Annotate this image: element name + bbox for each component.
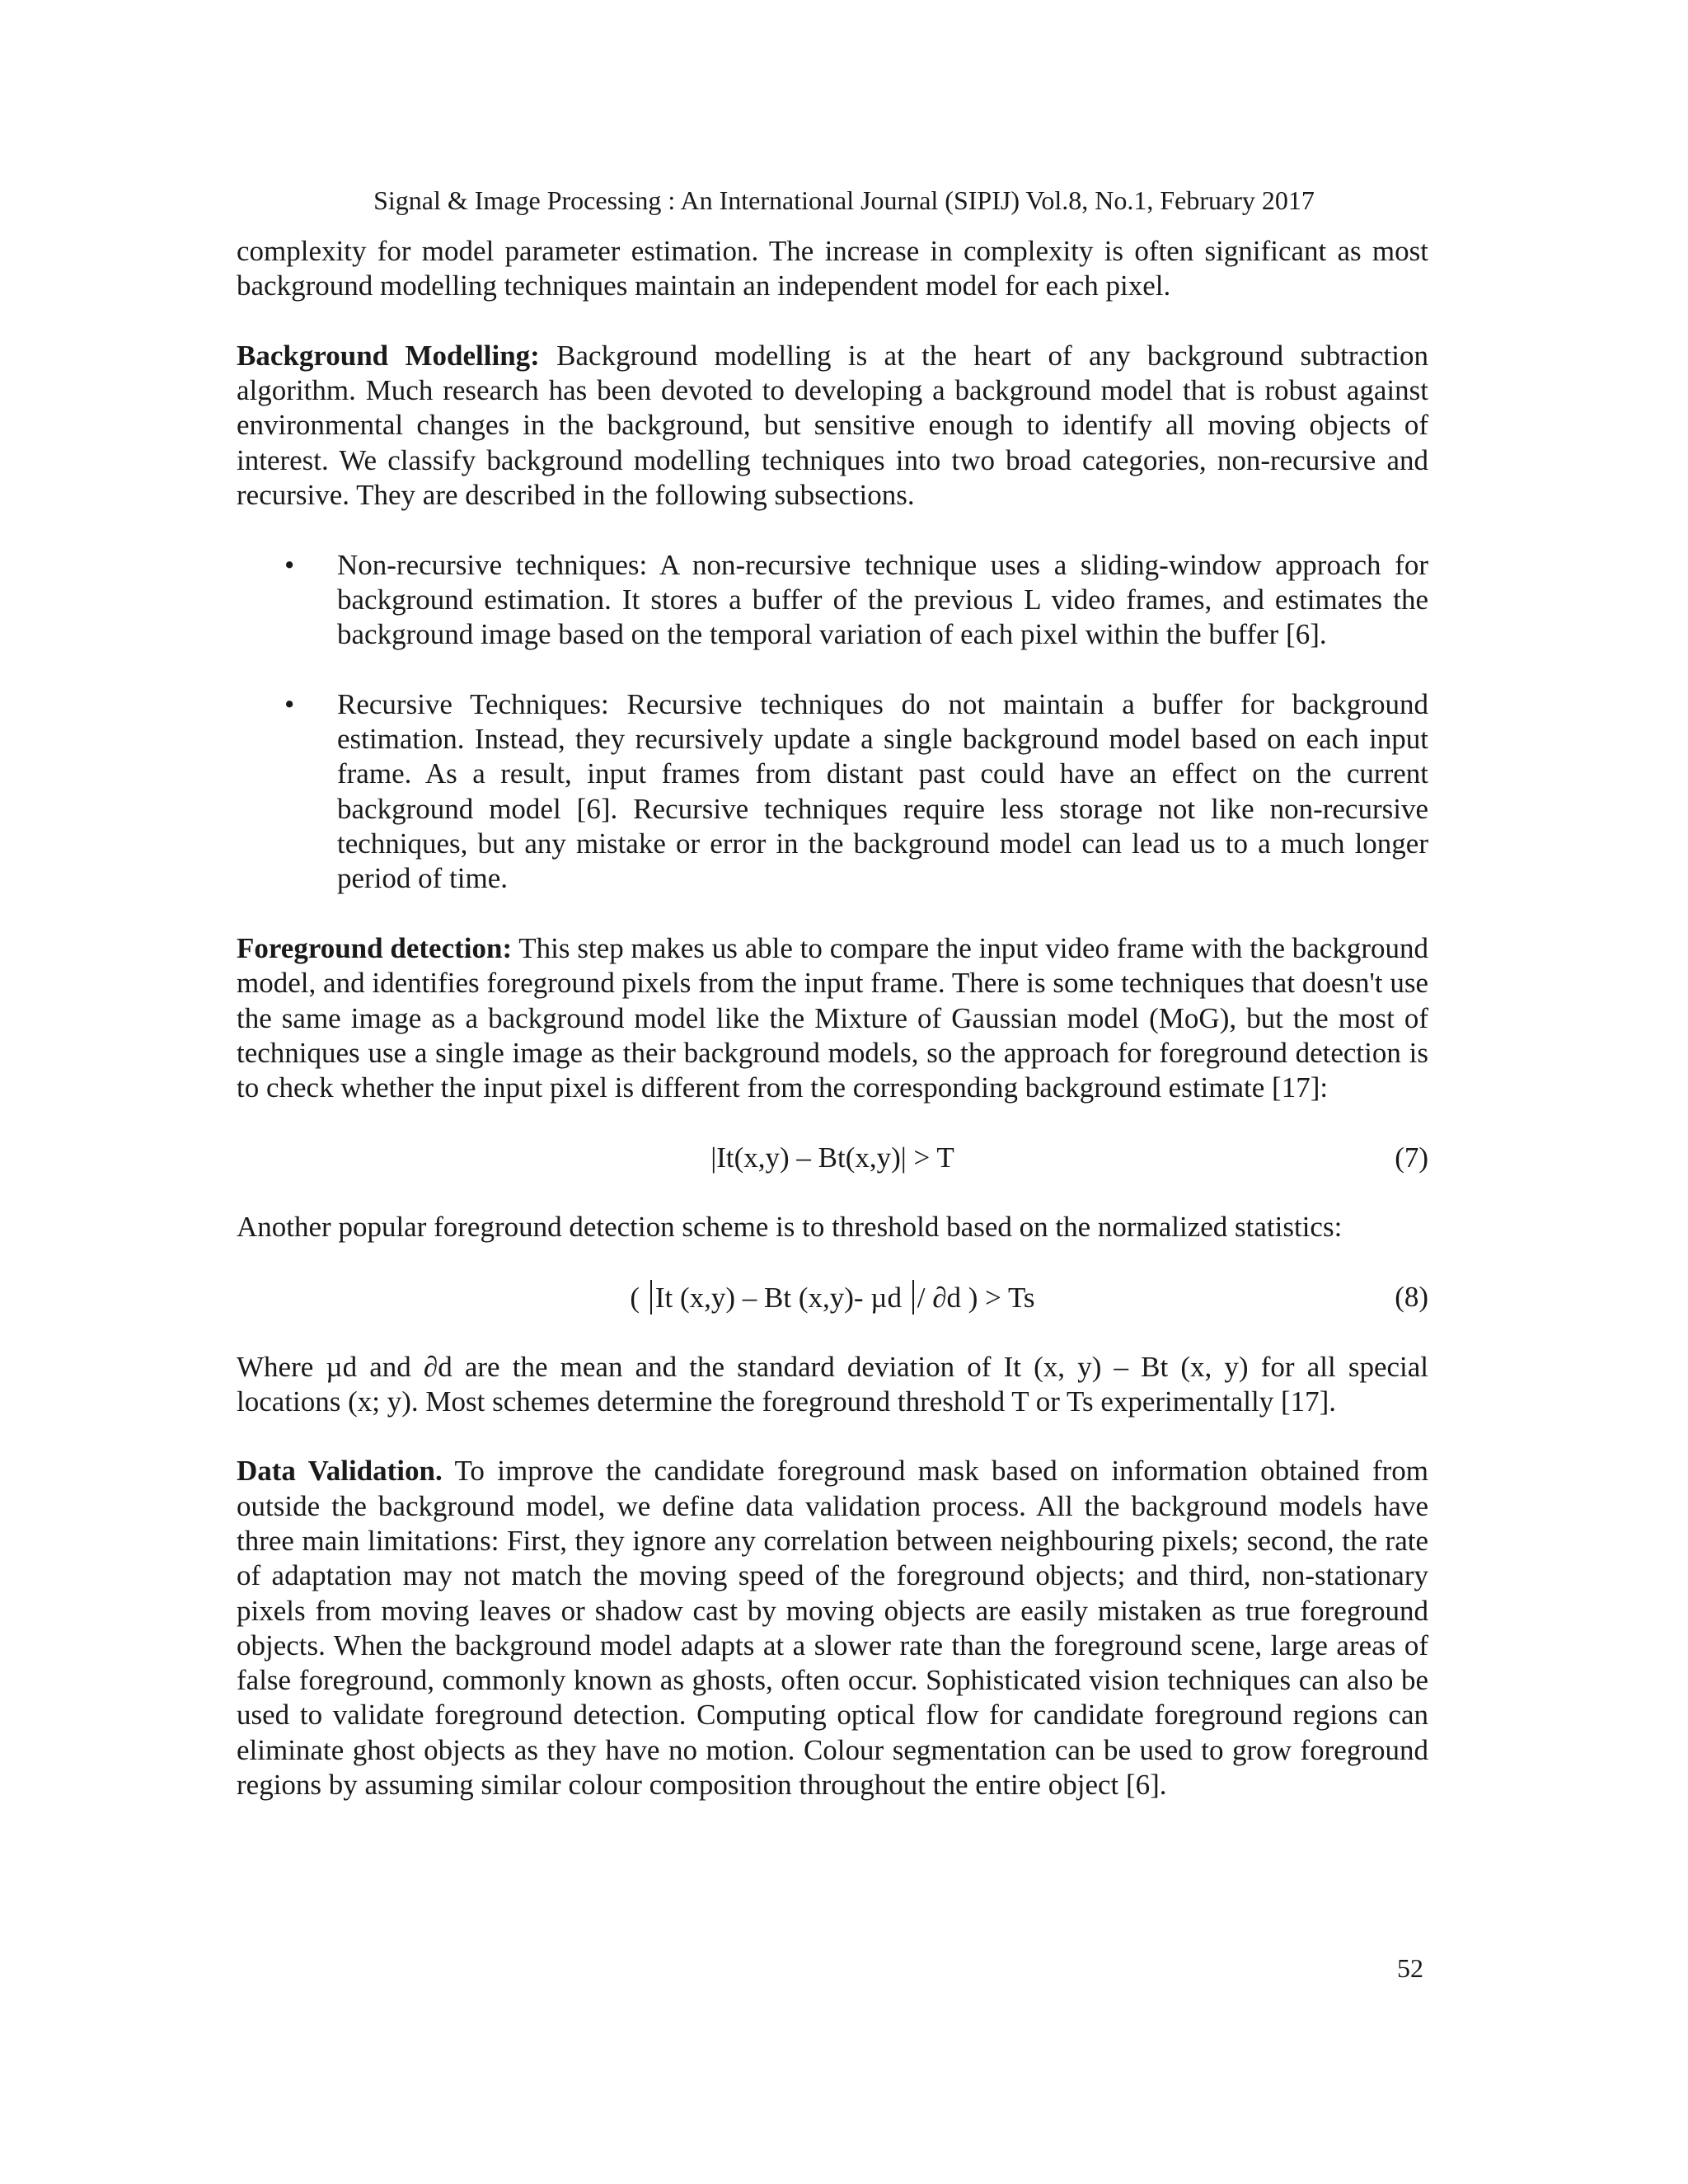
equation-7-expression: |It(x,y) – Bt(x,y)| > T — [710, 1141, 954, 1174]
foreground-detection-text: This step makes us able to compare the input video frame with the background model, and identifies foreground pixels from the input frame. There is some techniques that doesn't use the same image as a background model like the Mixture of Gaussian model (MoG), but the most of techniques use a single image as their background models, so the approach for foreground detection is to check whether the input pixel is different from the corresponding background estimate [17]: — [237, 931, 1428, 1104]
technique-bullet-list — [237, 548, 1428, 897]
equation-8-expression — [237, 1280, 1428, 1315]
where-paragraph: Where µd and ∂d are the mean and the standard deviation of It (x, y) – Bt (x, y) for all special locations (x; y). Most schemes determine the foreground threshold T or Ts experimentally [17]. — [237, 1350, 1428, 1418]
page-number: 52 — [1397, 1953, 1423, 1983]
abs-bar-right — [912, 1280, 914, 1315]
bullet-dot-icon: • — [284, 548, 295, 581]
equation-8-middle: It (x,y) – Bt (x,y)- µd — [654, 1281, 902, 1314]
bullet-non-recursive-text: Non-recursive techniques: A non-recursive technique uses a sliding-window approach for background estimation. It stores a buffer of the previous L video frames, and estimates the background image based on the temporal variation of each pixel within the buffer [6]. — [337, 548, 1428, 651]
equation-8-number: (8) — [1395, 1280, 1428, 1313]
equation-8-open: ( — [630, 1281, 640, 1314]
data-validation-heading: Data Validation. — [237, 1455, 443, 1488]
abs-bar-left — [650, 1280, 652, 1315]
bullet-recursive-text: Recursive Techniques: Recursive techniques do not maintain a buffer for background estimation. Instead, they recursively update a single background model based on each input frame. As a result, input frames from distant past could have an effect on the current background model [6]. Recursive techniques require less storage not like non-recursive techniques, but any mistake or error in the background model can lead us to a much longer period of time. — [337, 687, 1428, 895]
background-modelling-text: Background modelling is at the heart of any background subtraction algorithm. Much research has been devoted to developing a background model that is robust against environmental changes in the background, but sensitive enough to identify all moving objects of interest. We classify background modelling techniques into two broad categories, non-recursive and recursive. They are described in the following subsections. — [237, 339, 1428, 512]
background-modelling-heading: Background Modelling: — [237, 339, 540, 372]
body-text — [237, 234, 1428, 1838]
foreground-detection-paragraph — [237, 931, 1428, 1105]
bullet-recursive — [237, 687, 1428, 897]
data-validation-text: To improve the candidate foreground mask based on information obtained from outside the background model, we define data validation process. All the background models have three main limitations: First, they ignore any correlation between neighbouring pixels; second, the rate of adaptation may not match the moving speed of the foreground objects; and third, non-stationary pixels from moving leaves or shadow cast by moving objects are easily mistaken as true foreground objects. When the background model adapts at a slower rate than the foreground scene, large areas of false foreground, commonly known as ghosts, often occur. Sophisticated vision techniques can also be used to validate foreground detection. Computing optical flow for candidate foreground regions can eliminate ghost objects as they have no motion. Colour segmentation can be used to grow foreground regions by assuming similar colour composition throughout the entire object [6]. — [237, 1455, 1428, 1802]
equation-7 — [237, 1141, 1428, 1175]
data-validation-paragraph — [237, 1454, 1428, 1802]
bullet-dot-icon: • — [284, 687, 295, 720]
foreground-detection-heading: Foreground detection: — [237, 931, 513, 964]
equation-8-close: / ∂d ) > Ts — [917, 1281, 1035, 1314]
intro-paragraph: complexity for model parameter estimation. The increase in complexity is often significant as most background modelling techniques maintain an independent model for each pixel. — [237, 235, 1428, 302]
running-header: Signal & Image Processing : An International Journal (SIPIJ) Vol.8, No.1, February 2017 — [373, 185, 1315, 215]
normalized-statistics-paragraph: Another popular foreground detection scheme is to threshold based on the normalized statistics: — [237, 1211, 1343, 1244]
bullet-non-recursive — [237, 548, 1428, 653]
equation-8 — [237, 1280, 1428, 1315]
equation-7-number: (7) — [1395, 1141, 1428, 1174]
background-modelling-paragraph — [237, 339, 1428, 513]
